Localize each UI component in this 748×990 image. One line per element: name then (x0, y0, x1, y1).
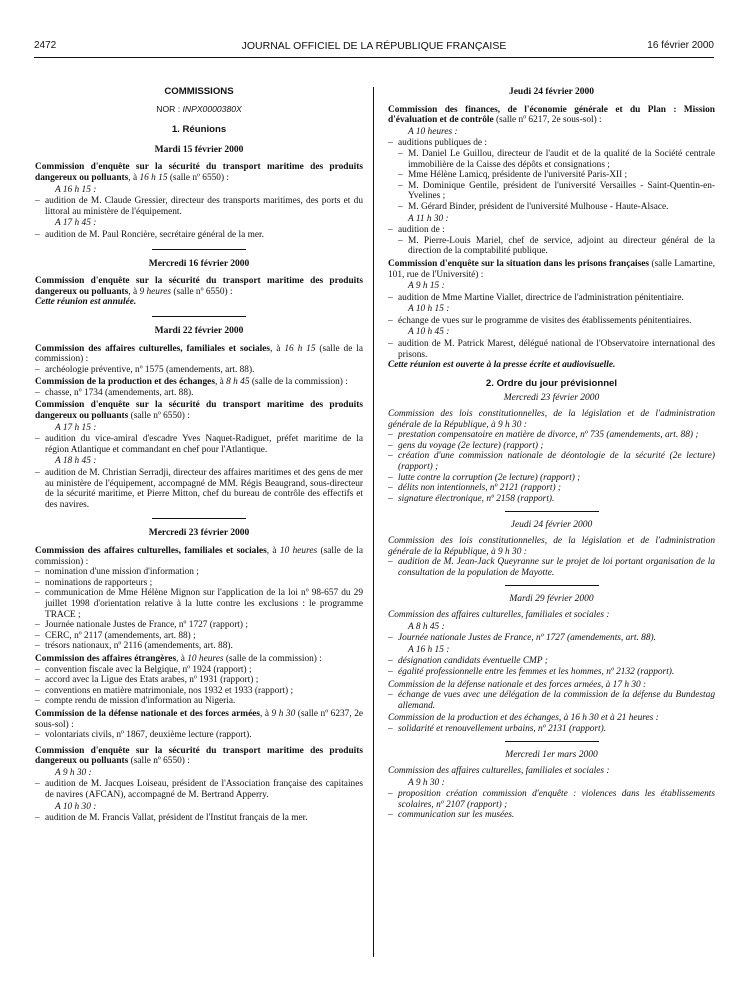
issue-date: 16 février 2000 (647, 40, 714, 51)
agenda-item: – nominations de rapporteurs ; (35, 578, 363, 589)
committee-entry: Commission de la défense nationale et des forces armées, à 9 h 30 (salle nº 6237, 2e sous-sol) : (35, 708, 364, 730)
agenda-item: – égalité professionnelle entre les femmes et les hommes, nº 2132 (rapport). (388, 667, 715, 678)
agenda-item: – solidarité et renouvellement urbains, nº 2131 (rapport). (388, 724, 715, 735)
section-title: COMMISSIONS (164, 86, 234, 97)
agenda-item: – audition de M. Claude Gressier, directeur des transports maritimes, des ports et du littoral au ministère de l'équipement. (35, 196, 363, 217)
cancellation-note: Cette réunion est annulée. (35, 297, 137, 308)
agenda-item: – audition de M. Paul Roncière, secrétaire général de la mer. (35, 230, 363, 241)
right-column (388, 86, 715, 821)
agenda-item: – création d'une commission nationale de déontologie de la sécurité (2e lecture) (rapport) ; (388, 451, 715, 472)
committee-entry: Commission d'enquête sur la sécurité du transport maritime des produits dangereux ou polluants (salle nº 6550) : (35, 745, 363, 767)
journal-title: JOURNAL OFFICIEL DE LA RÉPUBLIQUE FRANÇAISE (241, 40, 507, 52)
agenda-item: – accord avec la Ligue des Etats arabes, nº 1931 (rapport) ; (35, 675, 363, 686)
agenda-item: – auditions publiques de : (388, 138, 715, 149)
agenda-subitem: – M. Gérard Binder, président de l'université Mulhouse - Haute-Alsace. (388, 202, 715, 213)
committee-name: Commission d'enquête sur la sécurité du transport maritime des produits dangereux ou polluants (35, 400, 363, 422)
time-slot: A 8 h 45 : (408, 621, 445, 632)
agenda-item: – échange de vues avec une délégation de la commission de la défense du Bundestag allemand. (388, 690, 715, 711)
meeting-time: 8 h 45 (226, 377, 250, 388)
nor-reference (35, 104, 363, 115)
committee-entry: Commission des affaires culturelles, familiales et sociales : (388, 609, 610, 620)
agenda-item: – archéologie préventive, nº 1575 (amendements, art. 88). (35, 365, 363, 376)
subsection-title: 1. Réunions (171, 124, 227, 136)
agenda-item: – communication sur les musées. (388, 810, 715, 821)
separator-rule (505, 585, 599, 586)
separator-rule (152, 518, 246, 519)
committee-name: Commission d'enquête sur la sécurité du transport maritime des produits dangereux ou polluants (35, 745, 363, 767)
time-slot: A 9 h 30 : (408, 777, 445, 788)
time-slot: A 9 h 15 : (408, 281, 445, 292)
committee-name: Commission de la production et des échanges (35, 377, 215, 388)
committee-entry: Commission d'enquête sur la sécurité du transport maritime des produits dangereux ou polluants, à 16 h 15 (salle nº 6550) : (35, 162, 363, 183)
agenda-item: – nomination d'une mission d'information ; (35, 567, 363, 578)
agenda-subitem: – M. Dominique Gentile, président de l'université Versailles - Saint-Quentin-en-Yvelines ; (388, 181, 715, 202)
meeting-time: 9 heures (139, 286, 172, 297)
time-slot: A 11 h 30 : (408, 213, 449, 224)
time-slot: A 16 h 15 : (55, 184, 97, 195)
time-slot: A 10 h 45 : (408, 327, 450, 338)
committee-name: Commission des finances, de l'économie générale et du Plan : Mission d'évaluation et de contrôle (388, 104, 715, 126)
agenda-item: – audition de M. Christian Serradji, directeur des affaires maritimes et des gens de mer au ministère de l'équipement, accompagné de MM. Régis Beaugrand, sous-directeur de la sécurité maritime, et Pierre Mitton, chef du bureau de contrôle des effectifs et des navires. (35, 468, 363, 510)
agenda-item: – audition de M. Jacques Loiseau, président de l'Association française des capitaines de navires (AFCAN), accompagné de M. Bertrand Apperry. (35, 779, 363, 800)
committee-name: Commission d'enquête sur la situation dans les prisons françaises (388, 258, 650, 269)
meeting-date: Mercredi 16 février 2000 (148, 258, 250, 269)
agenda-item: – audition du vice-amiral d'escadre Yves Naquet-Radiguet, préfet maritime de la région Atlantique et commandant en chef pour l'Atlantique. (35, 434, 363, 455)
agenda-subitem: – M. Daniel Le Guillou, directeur de l'audit et de la qualité de la Société centrale immobilière de la Caisse des dépôts et consignations ; (388, 149, 715, 170)
nor-label: NOR : (156, 103, 181, 114)
agenda-date: Mardi 29 février 2000 (509, 594, 594, 605)
committee-name: Commission des affaires culturelles, familiales et sociales (35, 343, 271, 354)
column-separator (373, 87, 374, 957)
committee-name: Commission des affaires étrangères (35, 653, 177, 664)
time-slot: A 17 h 15 : (55, 422, 97, 433)
committee-entry: Commission d'enquête sur la sécurité du transport maritime des produits dangereux ou polluants (salle nº 6550) : (35, 400, 363, 422)
committee-name: Commission de la défense nationale et des forces armées (35, 708, 261, 719)
committee-name: Commission des affaires culturelles, familiales et sociales (35, 546, 267, 556)
agenda-subitem: – Mme Hélène Lamicq, présidente de l'université Paris-XII ; (388, 170, 715, 181)
time-slot: A 16 h 15 : (408, 644, 450, 655)
agenda-date: Mercredi 1er mars 2000 (505, 750, 598, 761)
agenda-date: Mercredi 23 février 2000 (503, 393, 600, 404)
committee-name: Commission d'enquête sur la sécurité du transport maritime des produits dangereux ou polluants (35, 276, 363, 297)
press-note: Cette réunion est ouverte à la presse écrite et audiovisuelle. (388, 360, 616, 371)
agenda-date: Jeudi 24 février 2000 (510, 520, 593, 531)
committee-entry: Commission de la défense nationale et des forces armées, à 17 h 30 : (388, 679, 647, 690)
meeting-date: Jeudi 24 février 2000 (508, 87, 595, 97)
time-slot: A 10 heures : (408, 126, 458, 137)
time-slot: A 10 h 30 : (55, 801, 97, 812)
committee-name: Commission d'enquête sur la sécurité du transport maritime des produits dangereux ou polluants (35, 162, 363, 183)
committee-entry: Commission des affaires culturelles, familiales et sociales, à 16 h 15 (salle de la commission) : (35, 343, 363, 365)
agenda-item: – signature électronique, nº 2158 (rapport). (388, 494, 715, 505)
page-number: 2472 (34, 40, 57, 51)
agenda-item: – audition de M. Patrick Marest, délégué national de l'Observatoire international des prisons. (388, 339, 715, 360)
committee-entry: Commission des lois constitutionnelles, de la législation et de l'administration générale de la République, à 9 h 30 : (388, 535, 715, 557)
committee-entry: Commission d'enquête sur la situation dans les prisons françaises (salle Lamartine, 101, rue de l'Université) : (388, 258, 715, 280)
agenda-item: – volontariats civils, nº 1867, deuxième lecture (rapport). (35, 730, 363, 741)
meeting-time: 10 heures (187, 653, 224, 664)
committee-entry: Commission des finances, de l'économie générale et du Plan : Mission d'évaluation et de contrôle (salle nº 6217, 2e sous-sol) : (388, 104, 715, 126)
agenda-item: – Journée nationale Justes de France, nº 1727 (rapport) ; (35, 620, 363, 631)
agenda-item: – compte rendu de mission d'information au Nigeria. (35, 696, 363, 707)
agenda-item: – chasse, nº 1734 (amendements, art. 88). (35, 388, 363, 399)
agenda-item: – audition de M. Jean-Jack Queyranne sur le projet de loi portant organisation de la consultation de la population de Mayotte. (388, 557, 715, 578)
subsection-title: 2. Ordre du jour prévisionnel (485, 377, 618, 389)
meeting-time: 16 h 15 (139, 172, 168, 183)
separator-rule (505, 511, 599, 512)
agenda-item: – lutte contre la corruption (2e lecture) (rapport) ; (388, 473, 715, 484)
agenda-item: – proposition création commission d'enquête : violences dans les établissements scolaires, nº 2107 (rapport) ; (388, 789, 715, 810)
left-column (35, 86, 363, 824)
agenda-item: – conventions en matière matrimoniale, nos 1932 et 1933 (rapport) ; (35, 686, 363, 697)
agenda-item: – audition de M. Francis Vallat, président de l'Institut français de la mer. (35, 813, 363, 824)
committee-entry: Commission de la production et des échanges, à 8 h 45 (salle de la commission) : (35, 377, 348, 388)
agenda-item: – audition de Mme Martine Viallet, directrice de l'administration pénitentiaire. (388, 293, 715, 304)
separator-rule (152, 316, 246, 317)
meeting-time: 9 h 30 (271, 708, 296, 719)
time-slot: A 18 h 45 : (55, 456, 97, 467)
committee-entry: Commission de la production et des échanges, à 16 h 30 et à 21 heures : (388, 713, 659, 724)
agenda-item: – communication de Mme Hélène Mignon sur l'application de la loi nº 98-657 du 29 juillet 1998 d'orientation relative à la lutte contre les exclusions : le programme TRACE ; (35, 588, 363, 620)
page-header (34, 40, 714, 56)
agenda-item: – prestation compensatoire en matière de divorce, nº 735 (amendements, art. 88) ; (388, 430, 715, 441)
time-slot: A 10 h 15 : (408, 304, 450, 315)
agenda-item: – échange de vues sur le programme de visites des établissements pénitentiaires. (388, 316, 715, 327)
meeting-time: 16 h 15 (284, 343, 316, 354)
agenda-item: – trésors nationaux, nº 2116 (amendements, art. 88). (35, 641, 363, 652)
header-rule (34, 57, 714, 58)
agenda-item: – désignation candidats éventuelle CMP ; (388, 656, 715, 667)
agenda-item: – audition de : (388, 225, 715, 236)
separator-rule (505, 741, 599, 742)
committee-entry: Commission des affaires culturelles, familiales et sociales, à 10 heures (salle de la commission) : (35, 546, 363, 567)
committee-entry: Commission des lois constitutionnelles, de la législation et de l'administration générale de la République, à 9 h 30 : (388, 409, 715, 430)
committee-entry: Commission des affaires culturelles, familiales et sociales : (388, 766, 610, 777)
meeting-date: Mardi 15 février 2000 (154, 144, 244, 155)
agenda-item: – gens du voyage (2e lecture) (rapport) ; (388, 441, 715, 452)
nor-code: INPX0000380X (182, 103, 242, 114)
committee-entry: Commission des affaires étrangères, à 10 heures (salle de la commission) : (35, 653, 322, 664)
committee-entry: Commission d'enquête sur la sécurité du transport maritime des produits dangereux ou polluants, à 9 heures (salle nº 6550) : (35, 276, 363, 297)
time-slot: A 17 h 45 : (55, 218, 97, 229)
agenda-item: – Journée nationale Justes de France, nº 1727 (amendements, art. 88). (388, 633, 715, 644)
time-slot: A 9 h 30 : (55, 767, 92, 778)
agenda-item: – convention fiscale avec la Belgique, nº 1924 (rapport) ; (35, 665, 363, 676)
agenda-subitem: – M. Pierre-Louis Mariel, chef de service, adjoint au directeur général de la direction de la comptabilité publique. (388, 236, 715, 257)
meeting-time: 10 heures (279, 546, 318, 556)
agenda-item: – délits non intentionnels, nº 2121 (rapport) ; (388, 483, 715, 494)
meeting-date: Mardi 22 février 2000 (154, 325, 244, 336)
agenda-item: – CERC, nº 2117 (amendements, art. 88) ; (35, 631, 363, 642)
meeting-date: Mercredi 23 février 2000 (148, 528, 250, 539)
separator-rule (152, 249, 246, 250)
